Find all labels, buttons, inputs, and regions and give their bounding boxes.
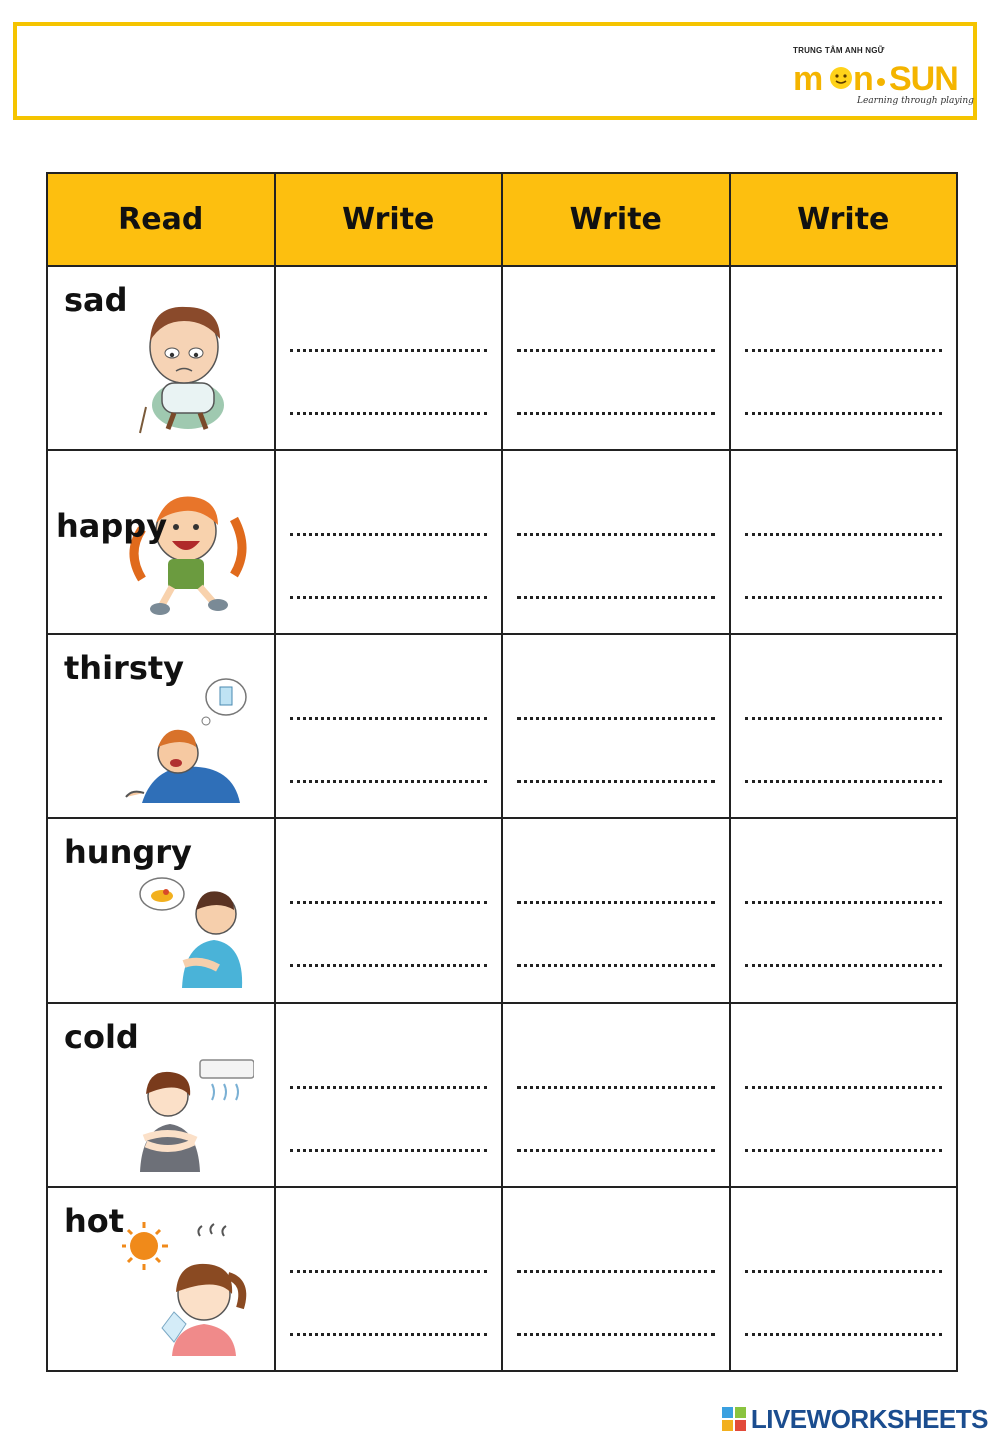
answer-line[interactable] [745,533,943,536]
title-box [13,22,977,120]
write-cell[interactable] [275,266,503,450]
column-header-write-3: Write [730,173,958,266]
answer-line[interactable] [517,1270,715,1273]
word-label: hungry [64,833,192,872]
read-cell [47,818,275,1002]
answer-line[interactable] [290,533,488,536]
read-cell [47,1187,275,1371]
logo-small-text: TRUNG TÂM ANH NGỮ [793,46,885,55]
answer-line[interactable] [290,349,488,352]
write-cell[interactable] [275,450,503,634]
svg-text:SUN: SUN [889,60,958,98]
word-label: thirsty [64,649,185,688]
answer-line[interactable] [290,1333,488,1336]
answer-line[interactable] [517,412,715,415]
write-cell[interactable] [502,634,730,818]
table-row [47,634,957,818]
write-cell[interactable] [275,818,503,1002]
worksheet-table [46,172,958,1372]
write-cell[interactable] [502,1003,730,1187]
write-cell[interactable] [275,1003,503,1187]
answer-line[interactable] [517,964,715,967]
write-cell[interactable] [502,450,730,634]
write-cell[interactable] [502,818,730,1002]
column-header-write-2: Write [502,173,730,266]
answer-line[interactable] [745,1333,943,1336]
answer-line[interactable] [745,780,943,783]
write-cell[interactable] [275,1187,503,1371]
sad-boy-illustration [122,295,254,435]
cold-girl-illustration [122,1032,254,1172]
read-cell [47,450,275,634]
answer-line[interactable] [745,1086,943,1089]
answer-line[interactable] [517,780,715,783]
write-cell[interactable] [730,1003,958,1187]
header-row [47,173,957,266]
column-header-read: Read [47,173,275,266]
moon-sun-logo [793,44,974,114]
word-label: cold [64,1017,139,1056]
column-header-write-1: Write [275,173,503,266]
answer-line[interactable] [290,1086,488,1089]
write-cell[interactable] [730,266,958,450]
write-cell[interactable] [275,634,503,818]
write-cell[interactable] [730,450,958,634]
answer-line[interactable] [745,1270,943,1273]
answer-line[interactable] [517,717,715,720]
answer-line[interactable] [290,717,488,720]
answer-line[interactable] [290,596,488,599]
write-cell[interactable] [730,1187,958,1371]
word-label: sad [64,281,128,319]
write-cell[interactable] [502,266,730,450]
table-row [47,1187,957,1371]
answer-line[interactable] [290,1149,488,1152]
answer-line[interactable] [517,533,715,536]
read-cell [47,634,275,818]
answer-line[interactable] [745,412,943,415]
answer-line[interactable] [745,717,943,720]
table-row [47,450,957,634]
answer-line[interactable] [517,1149,715,1152]
liveworksheets-brand: LIVEWORKSHEETS [750,1403,988,1434]
liveworksheets-logo-icon [722,1407,746,1431]
answer-line[interactable] [745,1149,943,1152]
write-cell[interactable] [730,634,958,818]
logo-tagline: Learning through playing [857,96,974,106]
answer-line[interactable] [745,596,943,599]
table-row [47,266,957,450]
happy-girl-illustration [122,479,254,619]
table-row [47,818,957,1002]
answer-line[interactable] [290,412,488,415]
word-label: happy [56,507,168,546]
answer-line[interactable] [290,901,488,904]
answer-line[interactable] [517,349,715,352]
write-cell[interactable] [730,818,958,1002]
read-cell [47,1003,275,1187]
read-cell [47,266,275,450]
answer-line[interactable] [290,1270,488,1273]
answer-line[interactable] [745,964,943,967]
svg-text:n: n [853,60,873,98]
answer-line[interactable] [517,596,715,599]
liveworksheets-footer [722,1404,988,1434]
answer-line[interactable] [290,964,488,967]
table-row [47,1003,957,1187]
answer-line[interactable] [517,901,715,904]
answer-line[interactable] [745,901,943,904]
answer-line[interactable] [290,780,488,783]
svg-text:m: m [793,60,823,98]
word-label: hot [64,1201,125,1240]
write-cell[interactable] [502,1187,730,1371]
hot-girl-illustration [122,1216,254,1356]
answer-line[interactable] [745,349,943,352]
answer-line[interactable] [517,1086,715,1089]
answer-line[interactable] [517,1333,715,1336]
